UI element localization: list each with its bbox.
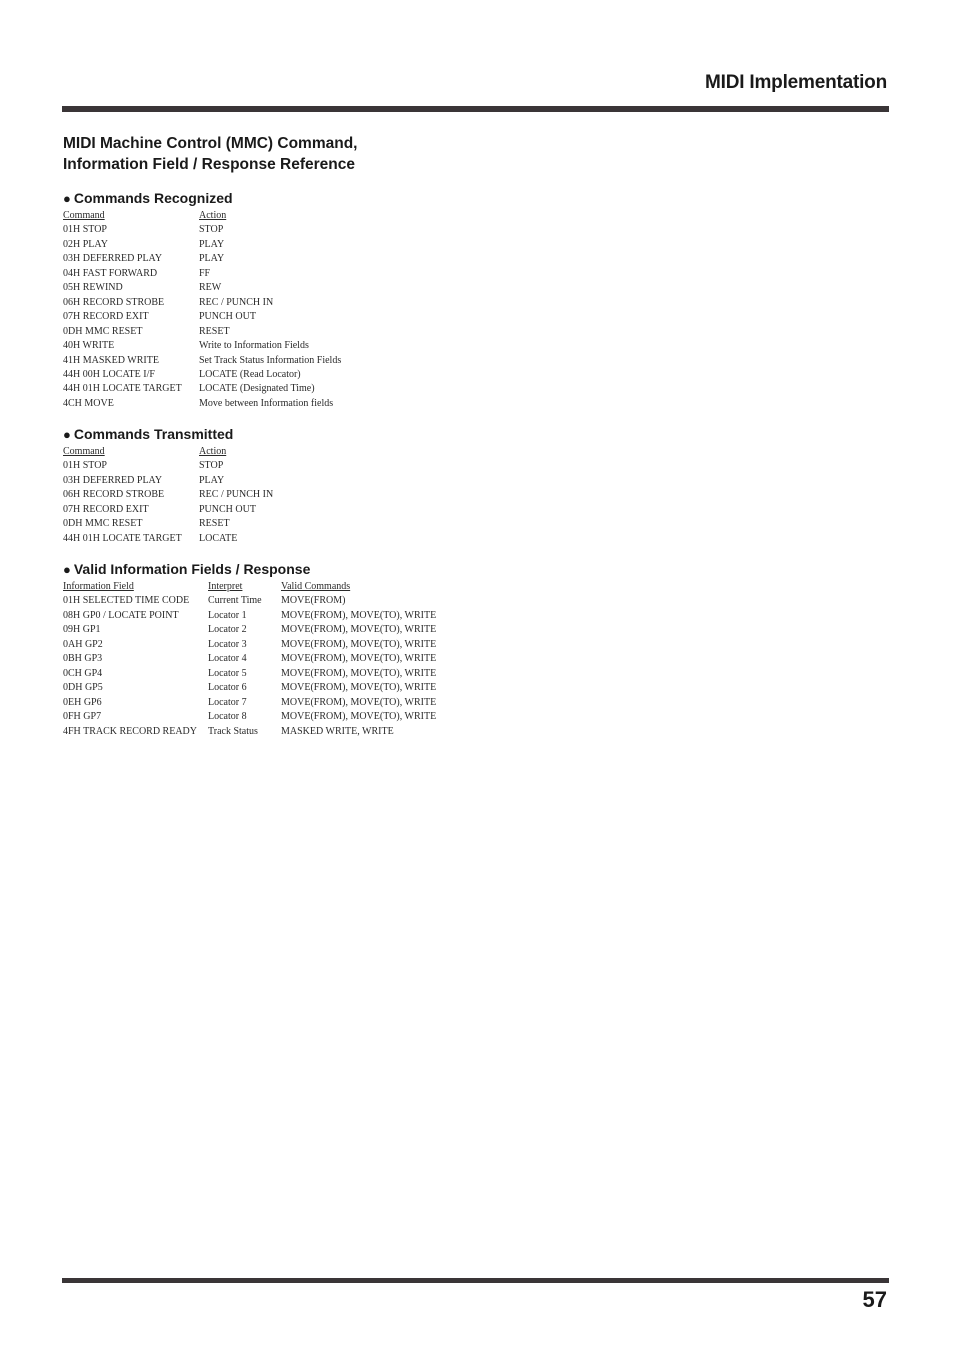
table-cell: MOVE(FROM), MOVE(TO), WRITE: [281, 624, 437, 636]
table-cell: PUNCH OUT: [199, 503, 256, 515]
table-row: [63, 281, 341, 295]
table-cell: LOCATE: [199, 532, 238, 544]
main-title-line-2: Information Field / Response Reference: [63, 156, 355, 173]
table-cell: 06H RECORD STROBE: [63, 296, 165, 308]
commands-recognized-rows: [63, 223, 341, 411]
page-number: 57: [862, 1287, 887, 1312]
table-row: [63, 252, 341, 266]
table-cell: MASKED WRITE, WRITE: [281, 725, 394, 737]
column-header: Interpret: [208, 581, 243, 592]
table-cell: Locator 2: [208, 624, 247, 636]
header-rule: [62, 106, 889, 112]
valid-fields-heading-text: Valid Information Fields / Response: [73, 561, 311, 577]
table-cell: REC / PUNCH IN: [199, 489, 274, 501]
table-cell: 0CH GP4: [63, 667, 103, 679]
table-cell: 0DH MMC RESET: [63, 518, 143, 530]
valid-fields-rows: [63, 594, 436, 739]
table-cell: RESET: [199, 518, 230, 530]
valid-fields-heading: [63, 560, 436, 579]
table-cell: LOCATE (Read Locator): [199, 368, 301, 380]
commands-recognized-heading: [63, 189, 341, 208]
table-row: [63, 368, 341, 382]
table-cell: 4FH TRACK RECORD READY: [63, 725, 197, 737]
table-row: [63, 267, 341, 281]
column-header: Command: [63, 446, 105, 457]
table-cell: Locator 8: [208, 711, 247, 723]
table-cell: 40H WRITE: [63, 340, 115, 352]
table-cell: 04H FAST FORWARD: [63, 267, 158, 279]
table-cell: Locator 3: [208, 638, 247, 650]
table-cell: 07H RECORD EXIT: [63, 311, 149, 323]
table-cell: MOVE(FROM), MOVE(TO), WRITE: [281, 682, 437, 694]
commands-transmitted-heading: [63, 425, 273, 444]
table-row: [63, 532, 273, 546]
table-cell: 0BH GP3: [63, 653, 103, 665]
table-row: [63, 339, 341, 353]
commands-recognized-section: [63, 189, 341, 411]
table-cell: Locator 4: [208, 653, 247, 665]
table-cell: MOVE(FROM), MOVE(TO), WRITE: [281, 667, 437, 679]
bullet-icon: ●: [63, 562, 71, 577]
table-cell: Locator 1: [208, 609, 247, 621]
table-cell: 44H 00H LOCATE I/F: [63, 368, 155, 380]
footer-rule: [62, 1278, 889, 1283]
table-row: [63, 354, 341, 368]
table-cell: 0DH GP5: [63, 682, 103, 694]
table-cell: Move between Information fields: [199, 397, 334, 409]
table-row: [63, 710, 436, 724]
table-row: [63, 623, 436, 637]
table-cell: 08H GP0 / LOCATE POINT: [63, 609, 179, 621]
table-header-row: [63, 445, 273, 459]
bullet-icon: ●: [63, 427, 71, 442]
table-cell: REC / PUNCH IN: [199, 296, 274, 308]
table-row: [63, 609, 436, 623]
table-cell: STOP: [199, 224, 224, 236]
table-cell: 4CH MOVE: [63, 397, 114, 409]
table-row: [63, 296, 341, 310]
table-row: [63, 725, 436, 739]
table-cell: STOP: [199, 460, 224, 472]
table-cell: LOCATE (Designated Time): [199, 383, 315, 395]
table-cell: MOVE(FROM), MOVE(TO), WRITE: [281, 653, 437, 665]
table-cell: 44H 01H LOCATE TARGET: [63, 532, 182, 544]
table-row: [63, 382, 341, 396]
commands-transmitted-rows: [63, 459, 273, 546]
table-row: [63, 681, 436, 695]
table-header-row: [63, 209, 341, 223]
table-cell: Locator 6: [208, 682, 247, 694]
table-cell: PUNCH OUT: [199, 311, 256, 323]
table-cell: 01H STOP: [63, 460, 107, 472]
page-header-title: MIDI Implementation: [705, 72, 887, 93]
valid-fields-table: [63, 580, 436, 739]
table-cell: Locator 7: [208, 696, 247, 708]
table-row: [63, 474, 273, 488]
table-cell: PLAY: [199, 253, 225, 265]
table-row: [63, 459, 273, 473]
main-title: [63, 133, 358, 175]
table-cell: 01H SELECTED TIME CODE: [63, 595, 190, 607]
table-cell: 09H GP1: [63, 624, 101, 636]
table-row: [63, 223, 341, 237]
table-row: [63, 310, 341, 324]
table-cell: 0AH GP2: [63, 638, 103, 650]
table-cell: MOVE(FROM), MOVE(TO), WRITE: [281, 711, 437, 723]
table-cell: 41H MASKED WRITE: [63, 354, 159, 366]
table-row: [63, 488, 273, 502]
table-cell: MOVE(FROM): [281, 595, 346, 607]
table-cell: Current Time: [208, 595, 262, 607]
table-cell: Locator 5: [208, 667, 247, 679]
table-row: [63, 667, 436, 681]
table-cell: 03H DEFERRED PLAY: [63, 253, 163, 265]
commands-transmitted-table: [63, 445, 273, 546]
table-cell: REW: [199, 282, 222, 294]
table-row: [63, 397, 341, 411]
table-cell: 0DH MMC RESET: [63, 325, 143, 337]
table-cell: PLAY: [199, 474, 225, 486]
table-row: [63, 503, 273, 517]
table-cell: RESET: [199, 325, 230, 337]
table-cell: Set Track Status Information Fields: [199, 354, 342, 366]
column-header: Command: [63, 210, 105, 221]
table-row: [63, 517, 273, 531]
table-cell: 0FH GP7: [63, 711, 102, 723]
commands-transmitted-section: [63, 425, 273, 546]
table-cell: 44H 01H LOCATE TARGET: [63, 383, 182, 395]
column-header: Information Field: [63, 581, 134, 592]
commands-recognized-heading-text: Commands Recognized: [73, 190, 233, 206]
table-cell: 0EH GP6: [63, 696, 102, 708]
table-cell: MOVE(FROM), MOVE(TO), WRITE: [281, 609, 437, 621]
table-row: [63, 696, 436, 710]
table-row: [63, 638, 436, 652]
table-cell: Write to Information Fields: [199, 340, 309, 352]
table-cell: 03H DEFERRED PLAY: [63, 474, 163, 486]
table-cell: Track Status: [208, 725, 258, 737]
main-title-line-1: MIDI Machine Control (MMC) Command,: [63, 135, 358, 152]
table-row: [63, 238, 341, 252]
bullet-icon: ●: [63, 191, 71, 206]
table-header-row: [63, 580, 436, 594]
table-cell: 07H RECORD EXIT: [63, 503, 149, 515]
commands-transmitted-heading-text: Commands Transmitted: [73, 426, 234, 442]
column-header: Action: [199, 210, 227, 221]
commands-recognized-table: [63, 209, 341, 411]
table-row: [63, 325, 341, 339]
table-cell: MOVE(FROM), MOVE(TO), WRITE: [281, 638, 437, 650]
table-cell: 02H PLAY: [63, 238, 108, 250]
table-cell: FF: [199, 267, 211, 279]
valid-fields-section: [63, 560, 436, 739]
table-cell: 01H STOP: [63, 224, 107, 236]
table-row: [63, 652, 436, 666]
table-cell: MOVE(FROM), MOVE(TO), WRITE: [281, 696, 437, 708]
table-cell: PLAY: [199, 238, 225, 250]
table-cell: 05H REWIND: [63, 282, 123, 294]
table-row: [63, 594, 436, 608]
column-header: Action: [199, 446, 227, 457]
table-cell: 06H RECORD STROBE: [63, 489, 165, 501]
column-header: Valid Commands: [281, 581, 351, 592]
